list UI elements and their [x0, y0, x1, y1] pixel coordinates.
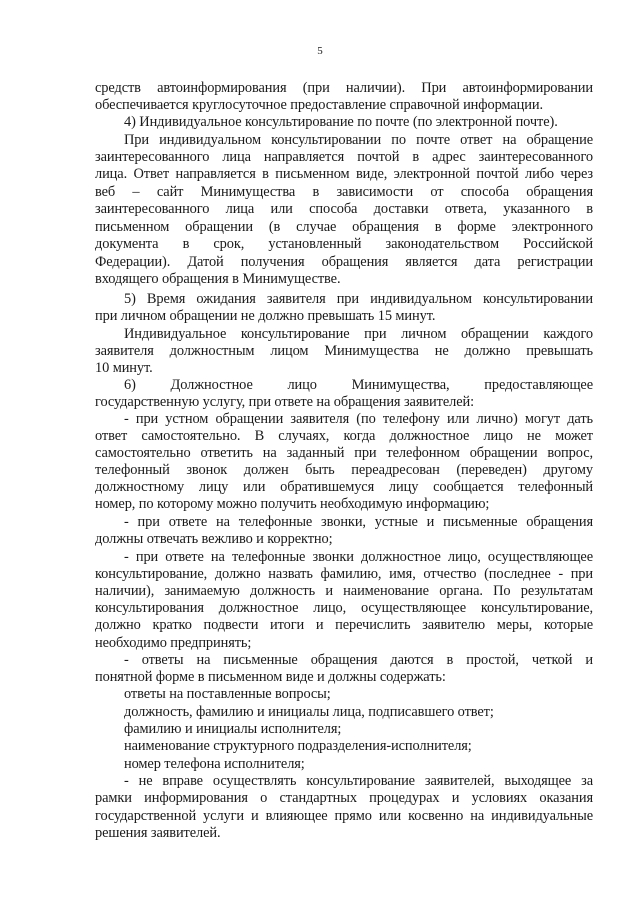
text-line: заявителя должностным лицом Минимущества не должно превышать	[95, 343, 593, 359]
text-line: должностному лицу или обратившемуся лицу сообщается телефонный	[95, 479, 593, 495]
text-line: должно кратко подвести итоги и перечислить заявителю меры, которые	[95, 617, 593, 633]
text-line: консультирования должностное лицо, осуществляющее консультирование,	[95, 600, 593, 616]
text-line: письменном обращении (в случае обращения в форме электронного	[95, 219, 593, 235]
text-line: самостоятельно ответить на заданный при телефонном обращении вопрос,	[95, 445, 593, 461]
list-item: - при устном обращении заявителя (по телефону или лично) могут дать	[124, 411, 593, 427]
list-item: - не вправе осуществлять консультирование заявителей, выходящее за	[124, 773, 593, 789]
list-item: - при ответе на телефонные звонки, устные и письменные обращения	[124, 514, 593, 530]
list-item: номер телефона исполнителя;	[124, 756, 305, 772]
text-line: заинтересованного лица направляется почтой в адрес заинтересованного	[95, 149, 593, 165]
text-line: наличии), занимаемую должность и наименование органа. По результатам	[95, 583, 593, 599]
text-line: номер, по которому можно получить необходимую информацию;	[95, 496, 490, 512]
text-line: Индивидуальное консультирование при личном обращении каждого	[124, 326, 593, 342]
text-line: веб – сайт Минимущества в зависимости от способа обращения	[95, 184, 593, 200]
text-line: заинтересованного лица или способа доставки ответа, указанного в	[95, 201, 593, 217]
text-line: входящего обращения в Минимуществе.	[95, 271, 341, 287]
text-line: консультирование, должно назвать фамилию, имя, отчество (последнее - при	[95, 566, 593, 582]
text-line: обеспечивается круглосуточное предоставление справочной информации.	[95, 97, 543, 113]
text-line: должны отвечать вежливо и корректно;	[95, 531, 333, 547]
list-item: наименование структурного подразделения-исполнителя;	[124, 738, 472, 754]
paragraph-heading: 5) Время ожидания заявителя при индивидуальном консультировании	[124, 291, 593, 307]
list-item: - ответы на письменные обращения даются в простой, четкой и	[124, 652, 593, 668]
text-line: лица. Ответ направляется в письменном виде, электронной почтой либо через	[95, 166, 593, 182]
text-line: средств автоинформирования (при наличии). При автоинформировании	[95, 80, 593, 96]
text-line: телефонный звонок должен быть переадресован (переведен) другому	[95, 462, 593, 478]
text-line: государственную услугу, при ответе на обращения заявителей:	[95, 394, 474, 410]
page-number: 5	[317, 45, 323, 57]
text-line: при личном обращении не должно превышать 15 минут.	[95, 308, 436, 324]
list-item: должность, фамилию и инициалы лица, подписавшего ответ;	[124, 704, 494, 720]
paragraph-heading: 6) Должностное лицо Минимущества, предоставляющее	[124, 377, 593, 393]
text-line: рамки информирования о стандартных процедурах и условиях оказания	[95, 790, 593, 806]
text-line: государственной услуги и влияющее прямо или косвенно на индивидуальные	[95, 808, 593, 824]
list-item: фамилию и инициалы исполнителя;	[124, 721, 342, 737]
text-line: 10 минут.	[95, 360, 153, 376]
list-item: - при ответе на телефонные звонки должностное лицо, осуществляющее	[124, 549, 593, 565]
text-line: Федерации). Датой получения обращения является дата регистрации	[95, 254, 593, 270]
text-line: При индивидуальном консультировании по почте ответ на обращение	[124, 132, 593, 148]
text-line: понятной форме в письменном виде и должны содержать:	[95, 669, 446, 685]
list-item: ответы на поставленные вопросы;	[124, 686, 331, 702]
text-line: решения заявителей.	[95, 825, 221, 841]
text-line: ответ самостоятельно. В случаях, когда должностное лицо не может	[95, 428, 593, 444]
text-line: документа в срок, установленный законодательством Российской	[95, 236, 593, 252]
paragraph-heading: 4) Индивидуальное консультирование по почте (по электронной почте).	[124, 114, 558, 130]
text-line: необходимо предпринять;	[95, 635, 252, 651]
